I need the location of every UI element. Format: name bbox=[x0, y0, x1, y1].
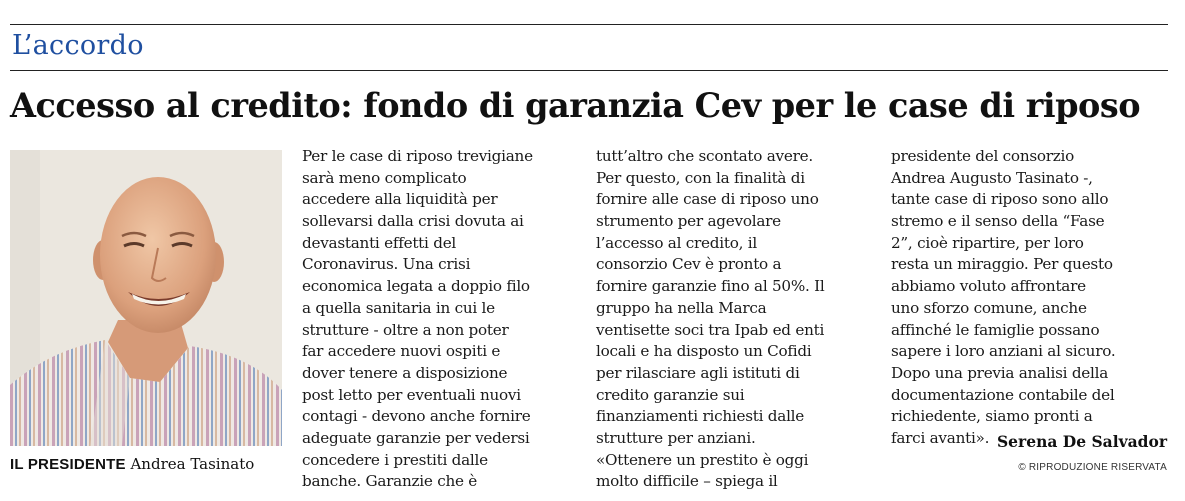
text-line: post letto per eventuali nuovi bbox=[302, 385, 521, 404]
text-line: concedere i prestiti dalle bbox=[302, 450, 488, 469]
text-line: finanziamenti richiesti dalle bbox=[596, 407, 805, 426]
text-line: strutture per anziani. bbox=[596, 428, 756, 447]
text-line: gruppo ha nella Marca bbox=[596, 298, 767, 317]
text-line: Andrea Augusto Tasinato -, bbox=[891, 168, 1093, 187]
text-line: richiedente, siamo pronti a bbox=[891, 407, 1093, 426]
text-line: resta un miraggio. Per questo bbox=[891, 255, 1113, 274]
text-line: l’accesso al credito, il bbox=[596, 233, 757, 252]
text-line: tutt’altro che scontato avere. bbox=[596, 147, 813, 165]
text-line: far accedere nuovi ospiti e bbox=[302, 342, 501, 361]
article-column-1 bbox=[302, 146, 587, 493]
caption-name: Andrea Tasinato bbox=[130, 455, 255, 473]
copyright-notice: © RIPRODUZIONE RISERVATA bbox=[1018, 462, 1167, 473]
text-line: presidente del consorzio bbox=[891, 147, 1075, 165]
text-line: sarà meno complicato bbox=[302, 168, 467, 187]
kicker-rule bbox=[10, 70, 1168, 71]
text-line: adeguate garanzie per vedersi bbox=[302, 428, 530, 447]
text-line: Coronavirus. Una crisi bbox=[302, 255, 471, 274]
text-line: uno sforzo comune, anche bbox=[891, 298, 1087, 317]
text-line: strumento per agevolare bbox=[596, 212, 781, 231]
text-line: consorzio Cev è pronto a bbox=[596, 255, 782, 274]
article-headline: Accesso al credito: fondo di garanzia Cev per le case di riposo bbox=[10, 86, 1141, 125]
text-line: locali e ha disposto un Cofidi bbox=[596, 342, 812, 361]
text-line: fornire alle case di riposo uno bbox=[596, 190, 819, 209]
text-line: credito garanzie sui bbox=[596, 385, 745, 404]
text-line: 2”, cioè ripartire, per loro bbox=[891, 233, 1084, 252]
text-line: sollevarsi dalla crisi dovuta ai bbox=[302, 212, 524, 231]
text-line: a quella sanitaria in cui le bbox=[302, 298, 495, 317]
section-kicker: L’accordo bbox=[12, 30, 144, 61]
text-line: stremo e il senso della “Fase bbox=[891, 212, 1105, 231]
text-line: abbiamo voluto affrontare bbox=[891, 277, 1086, 296]
text-line: economica legata a doppio filo bbox=[302, 277, 530, 296]
article-column-3 bbox=[891, 146, 1176, 450]
text-line: ventisette soci tra Ipab ed enti bbox=[596, 320, 825, 339]
top-rule bbox=[10, 24, 1168, 25]
text-line: banche. Garanzie che è bbox=[302, 472, 478, 491]
text-line: fornire garanzie fino al 50%. Il bbox=[596, 277, 825, 296]
author-byline: Serena De Salvador bbox=[996, 432, 1167, 451]
text-line: Per le case di riposo trevigiane bbox=[302, 147, 533, 165]
text-line: «Ottenere un prestito è oggi bbox=[596, 450, 809, 469]
text-line: Dopo una previa analisi della bbox=[891, 363, 1109, 382]
president-photo bbox=[10, 150, 282, 446]
text-line: documentazione contabile del bbox=[891, 385, 1115, 404]
text-line: accedere alla liquidità per bbox=[302, 190, 498, 209]
text-line: molto difficile – spiega il bbox=[596, 472, 778, 491]
article-column-2 bbox=[596, 146, 881, 493]
text-line: devastanti effetti del bbox=[302, 233, 457, 252]
portrait-image bbox=[10, 150, 282, 446]
text-line: Per questo, con la finalità di bbox=[596, 168, 805, 187]
text-line: farci avanti». bbox=[891, 428, 990, 447]
photo-caption bbox=[10, 455, 254, 473]
text-line: dover tenere a disposizione bbox=[302, 363, 508, 382]
text-line: sapere i loro anziani al sicuro. bbox=[891, 342, 1116, 361]
caption-label: IL PRESIDENTE bbox=[10, 456, 126, 473]
text-line: contagi - devono anche fornire bbox=[302, 407, 531, 426]
text-line: affinché le famiglie possano bbox=[891, 320, 1100, 339]
text-line: per rilasciare agli istituti di bbox=[596, 363, 800, 382]
text-line: tante case di riposo sono allo bbox=[891, 190, 1109, 209]
text-line: strutture - oltre a non poter bbox=[302, 320, 509, 339]
